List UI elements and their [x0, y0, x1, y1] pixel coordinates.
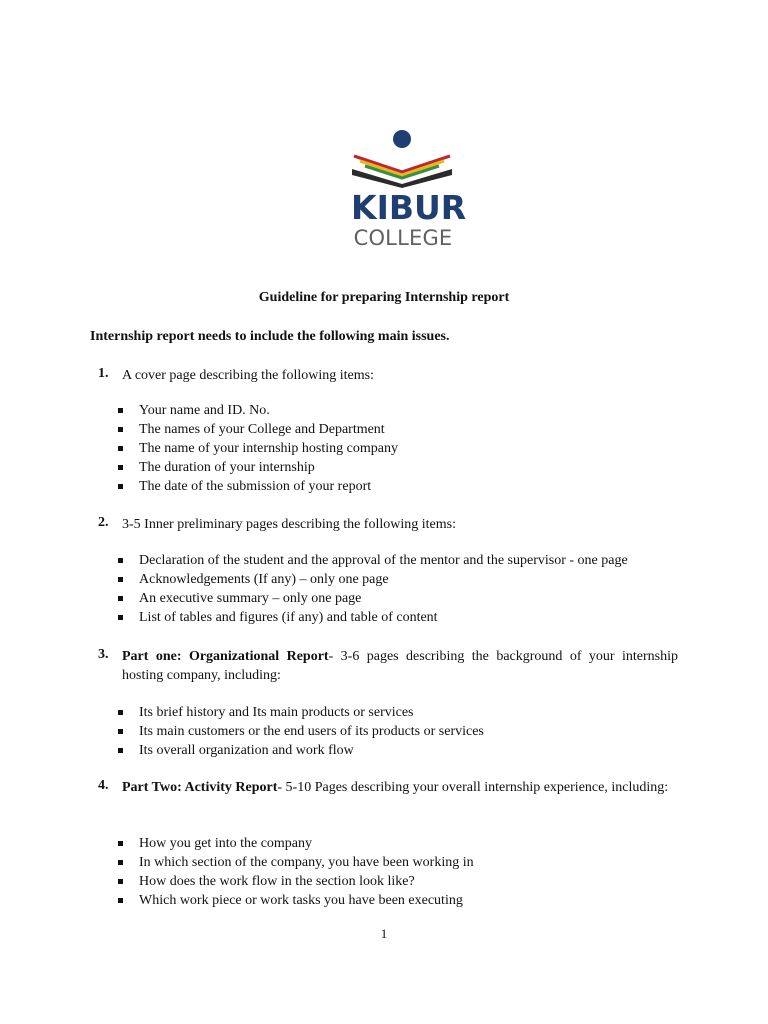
section-2-heading	[122, 515, 678, 534]
section-1-text: A cover page describing the following items:	[122, 368, 374, 383]
section-3-text: - 3-6 pages describing the background of your internship hosting company, including:	[122, 649, 679, 683]
list-item: Declaration of the student and the approval of the mentor and the supervisor - one page	[118, 551, 628, 570]
section-1-number: 1.	[98, 366, 109, 381]
logo-subtitle: COLLEGE	[353, 226, 453, 250]
page-number: 1	[380, 926, 388, 941]
book-emblem-icon	[351, 126, 455, 188]
section-3-list	[118, 703, 484, 760]
list-item: Its main customers or the end users of its products or services	[118, 722, 484, 741]
section-2-number: 2.	[98, 515, 109, 530]
list-item: The name of your internship hosting company	[118, 439, 398, 458]
section-3-number: 3.	[98, 647, 109, 662]
section-4-bold-title: Part Two: Activity Report	[122, 780, 278, 795]
section-1-list	[118, 401, 398, 496]
list-item: Its overall organization and work flow	[118, 741, 484, 760]
section-4-text: - 5-10 Pages describing your overall internship experience, including:	[277, 780, 669, 795]
list-item: In which section of the company, you have been working in	[118, 853, 474, 872]
section-4-list	[118, 834, 474, 910]
list-item: Acknowledgements (If any) – only one page	[118, 570, 628, 589]
section-4-heading	[122, 778, 678, 797]
college-logo	[351, 126, 467, 252]
emblem-head	[393, 130, 411, 148]
section-3-heading	[122, 647, 678, 685]
list-item: Which work piece or work tasks you have been executing	[118, 891, 474, 910]
intro-text: Internship report needs to include the following main issues.	[90, 329, 450, 344]
list-item: How you get into the company	[118, 834, 474, 853]
list-item: Your name and ID. No.	[118, 401, 398, 420]
section-1-heading	[122, 366, 678, 385]
logo-wordmark: KIBUR	[351, 188, 467, 227]
section-2-list	[118, 551, 628, 627]
section-4-number: 4.	[98, 778, 109, 793]
list-item: List of tables and figures (if any) and table of content	[118, 608, 628, 627]
list-item: The duration of your internship	[118, 458, 398, 477]
list-item: The names of your College and Department	[118, 420, 398, 439]
list-item: The date of the submission of your report	[118, 477, 398, 496]
list-item: An executive summary – only one page	[118, 589, 628, 608]
section-3-bold-title: Part one: Organizational Report	[122, 649, 329, 664]
document-title: Guideline for preparing Internship report	[258, 290, 510, 305]
list-item: How does the work flow in the section look like?	[118, 872, 474, 891]
list-item: Its brief history and Its main products or services	[118, 703, 484, 722]
section-2-text: 3-5 Inner preliminary pages describing the following items:	[122, 517, 456, 532]
